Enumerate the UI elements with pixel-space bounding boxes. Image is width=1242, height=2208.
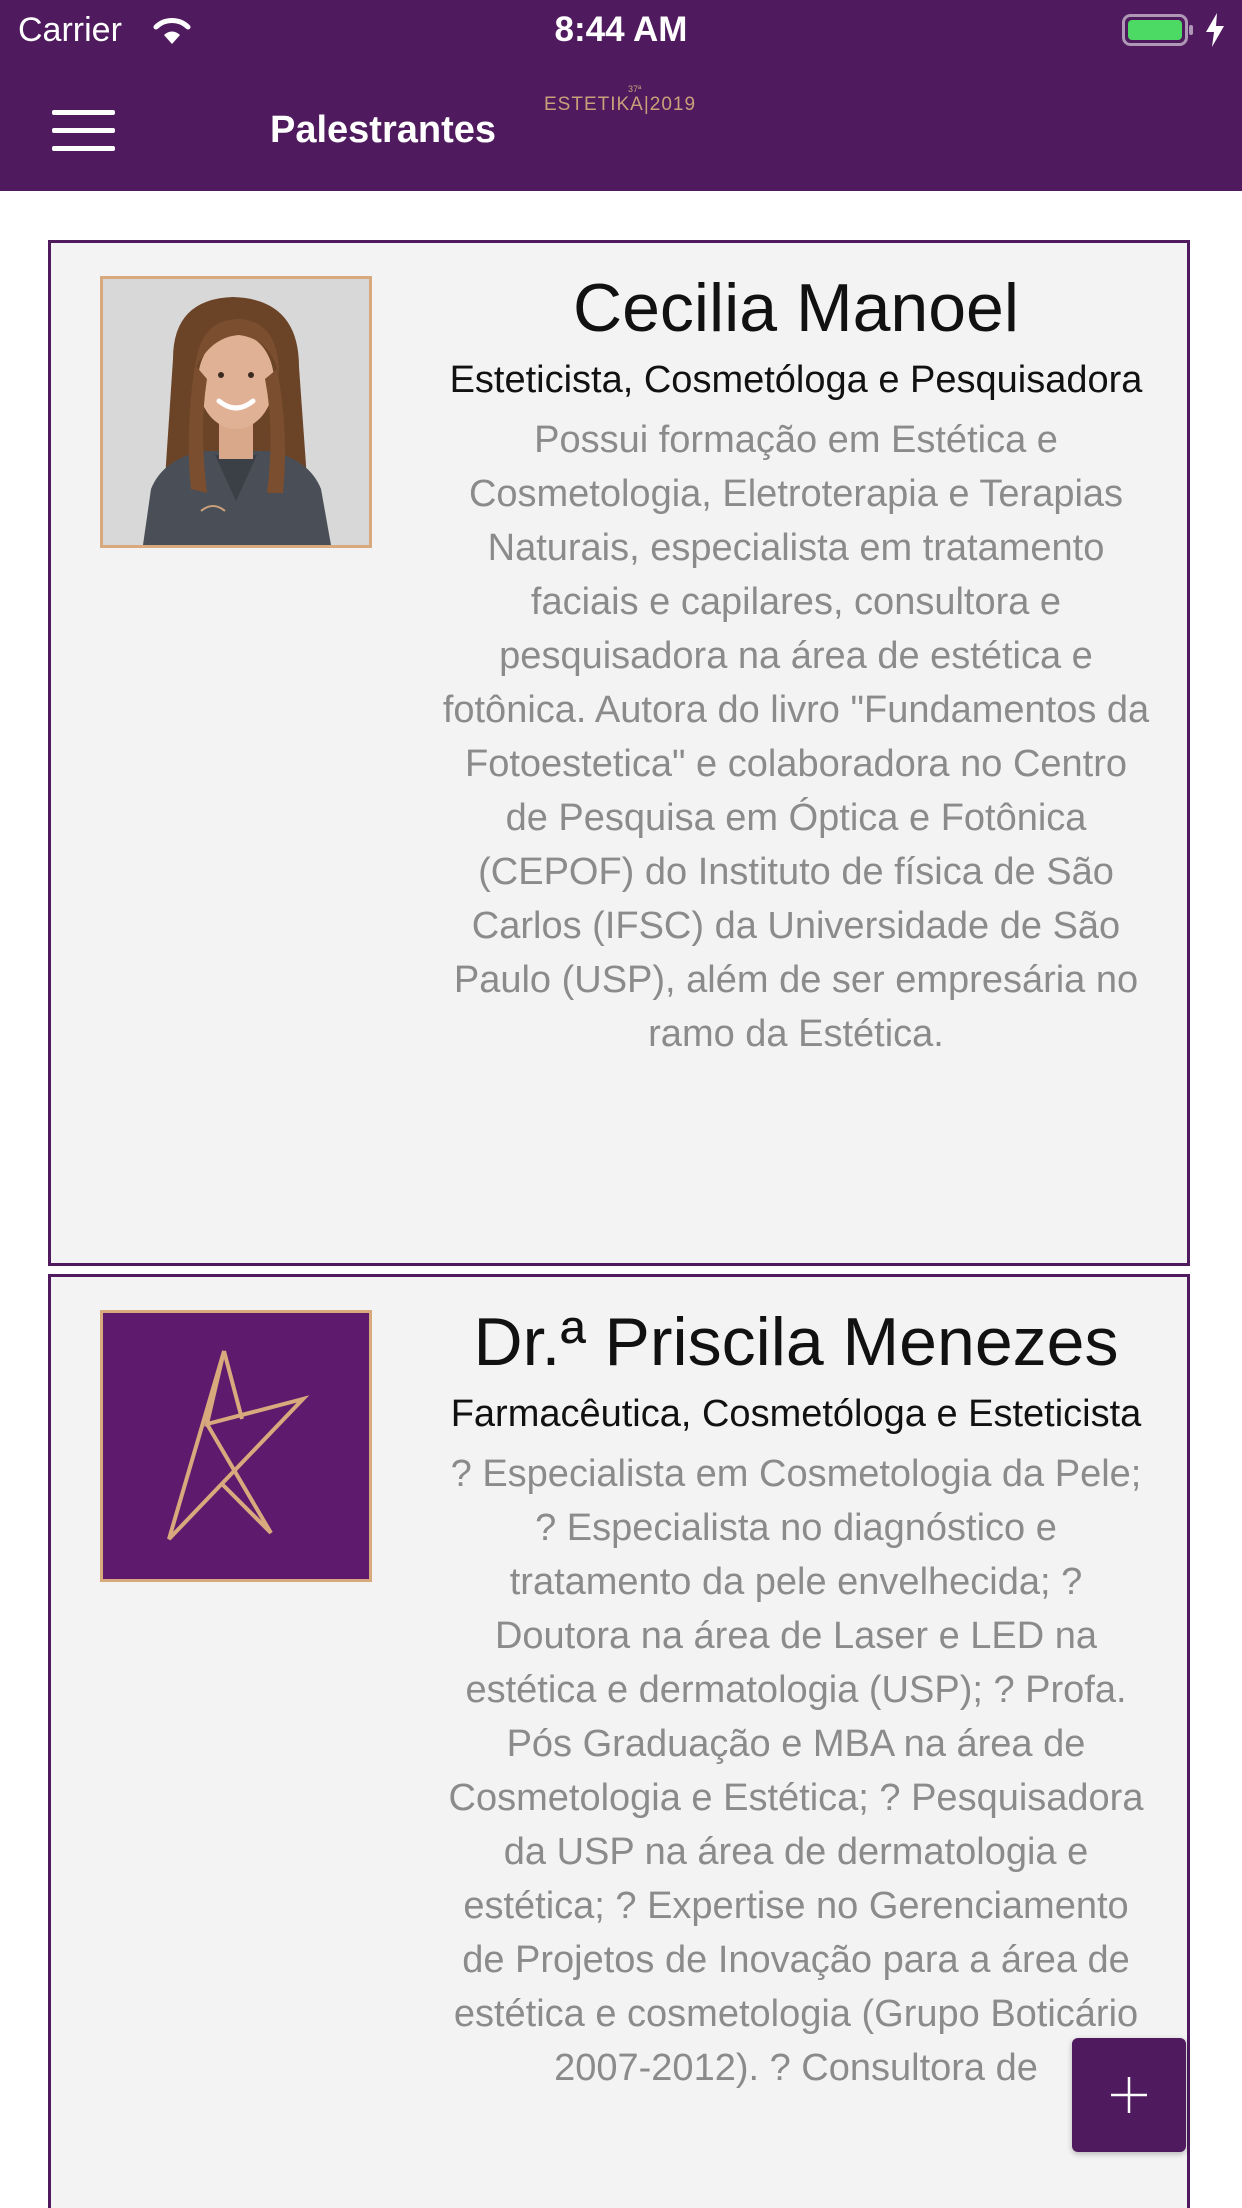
hamburger-menu-icon[interactable]	[42, 100, 124, 162]
speaker-role: Farmacêutica, Cosmetóloga e Esteticista	[450, 1393, 1142, 1435]
speaker-name: Dr.ª Priscila Menezes	[473, 1304, 1119, 1380]
speaker-role: Esteticista, Cosmetóloga e Pesquisadora	[449, 359, 1143, 401]
add-fab-button[interactable]	[1072, 2038, 1186, 2152]
status-time: 8:44 AM	[554, 10, 688, 49]
speaker-info	[441, 1303, 1151, 2095]
logo-edition: 37ª	[628, 84, 642, 94]
speaker-photo-image	[103, 279, 369, 545]
charging-bolt-icon	[1204, 12, 1226, 48]
logo-name: ESTETIKA|2019	[544, 94, 697, 115]
carrier-label: Carrier	[18, 11, 122, 49]
star-logo-icon	[103, 1313, 369, 1579]
speaker-bio: ? Especialista em Cosmetologia da Pele; ? Especialista no diagnóstico e tratamento da pele envelhecida; ? Doutora na área de Laser e LED na estética e dermatologia (USP); ? Profa. Pós Graduação e MBA na área de Cosmetologia e Estética; ? Pesquisadora da USP na área de dermatologia e estética; ? Expertise no Gerenciamento de Projetos de Inovação para a área de estética e cosmetologia (Grupo Boticário 2007-2012). ? Consultora de	[448, 1453, 1144, 2089]
page-title: Palestrantes	[270, 109, 497, 151]
speaker-info	[441, 269, 1151, 1061]
speaker-photo	[100, 276, 372, 548]
plus-icon	[1109, 2075, 1149, 2115]
speaker-name: Cecilia Manoel	[573, 270, 1019, 346]
speaker-card[interactable]	[48, 240, 1190, 1266]
speaker-card[interactable]	[48, 1274, 1190, 2208]
speaker-photo	[100, 1310, 372, 1582]
battery-icon	[1122, 14, 1194, 46]
app-header	[0, 0, 1242, 191]
speaker-bio: Possui formação em Estética e Cosmetologia, Eletroterapia e Terapias Naturais, especialista em tratamento faciais e capilares, consultora e pesquisadora na área de estética e fotônica. Autora do livro "Fundamentos da Fotoestetica" e colaboradora no Centro de Pesquisa em Óptica e Fotônica (CEPOF) do Instituto de física de São Carlos (IFSC) da Universidade de São Paulo (USP), além de ser empresária no ramo da Estética.	[442, 419, 1150, 1055]
status-bar	[0, 0, 1242, 60]
